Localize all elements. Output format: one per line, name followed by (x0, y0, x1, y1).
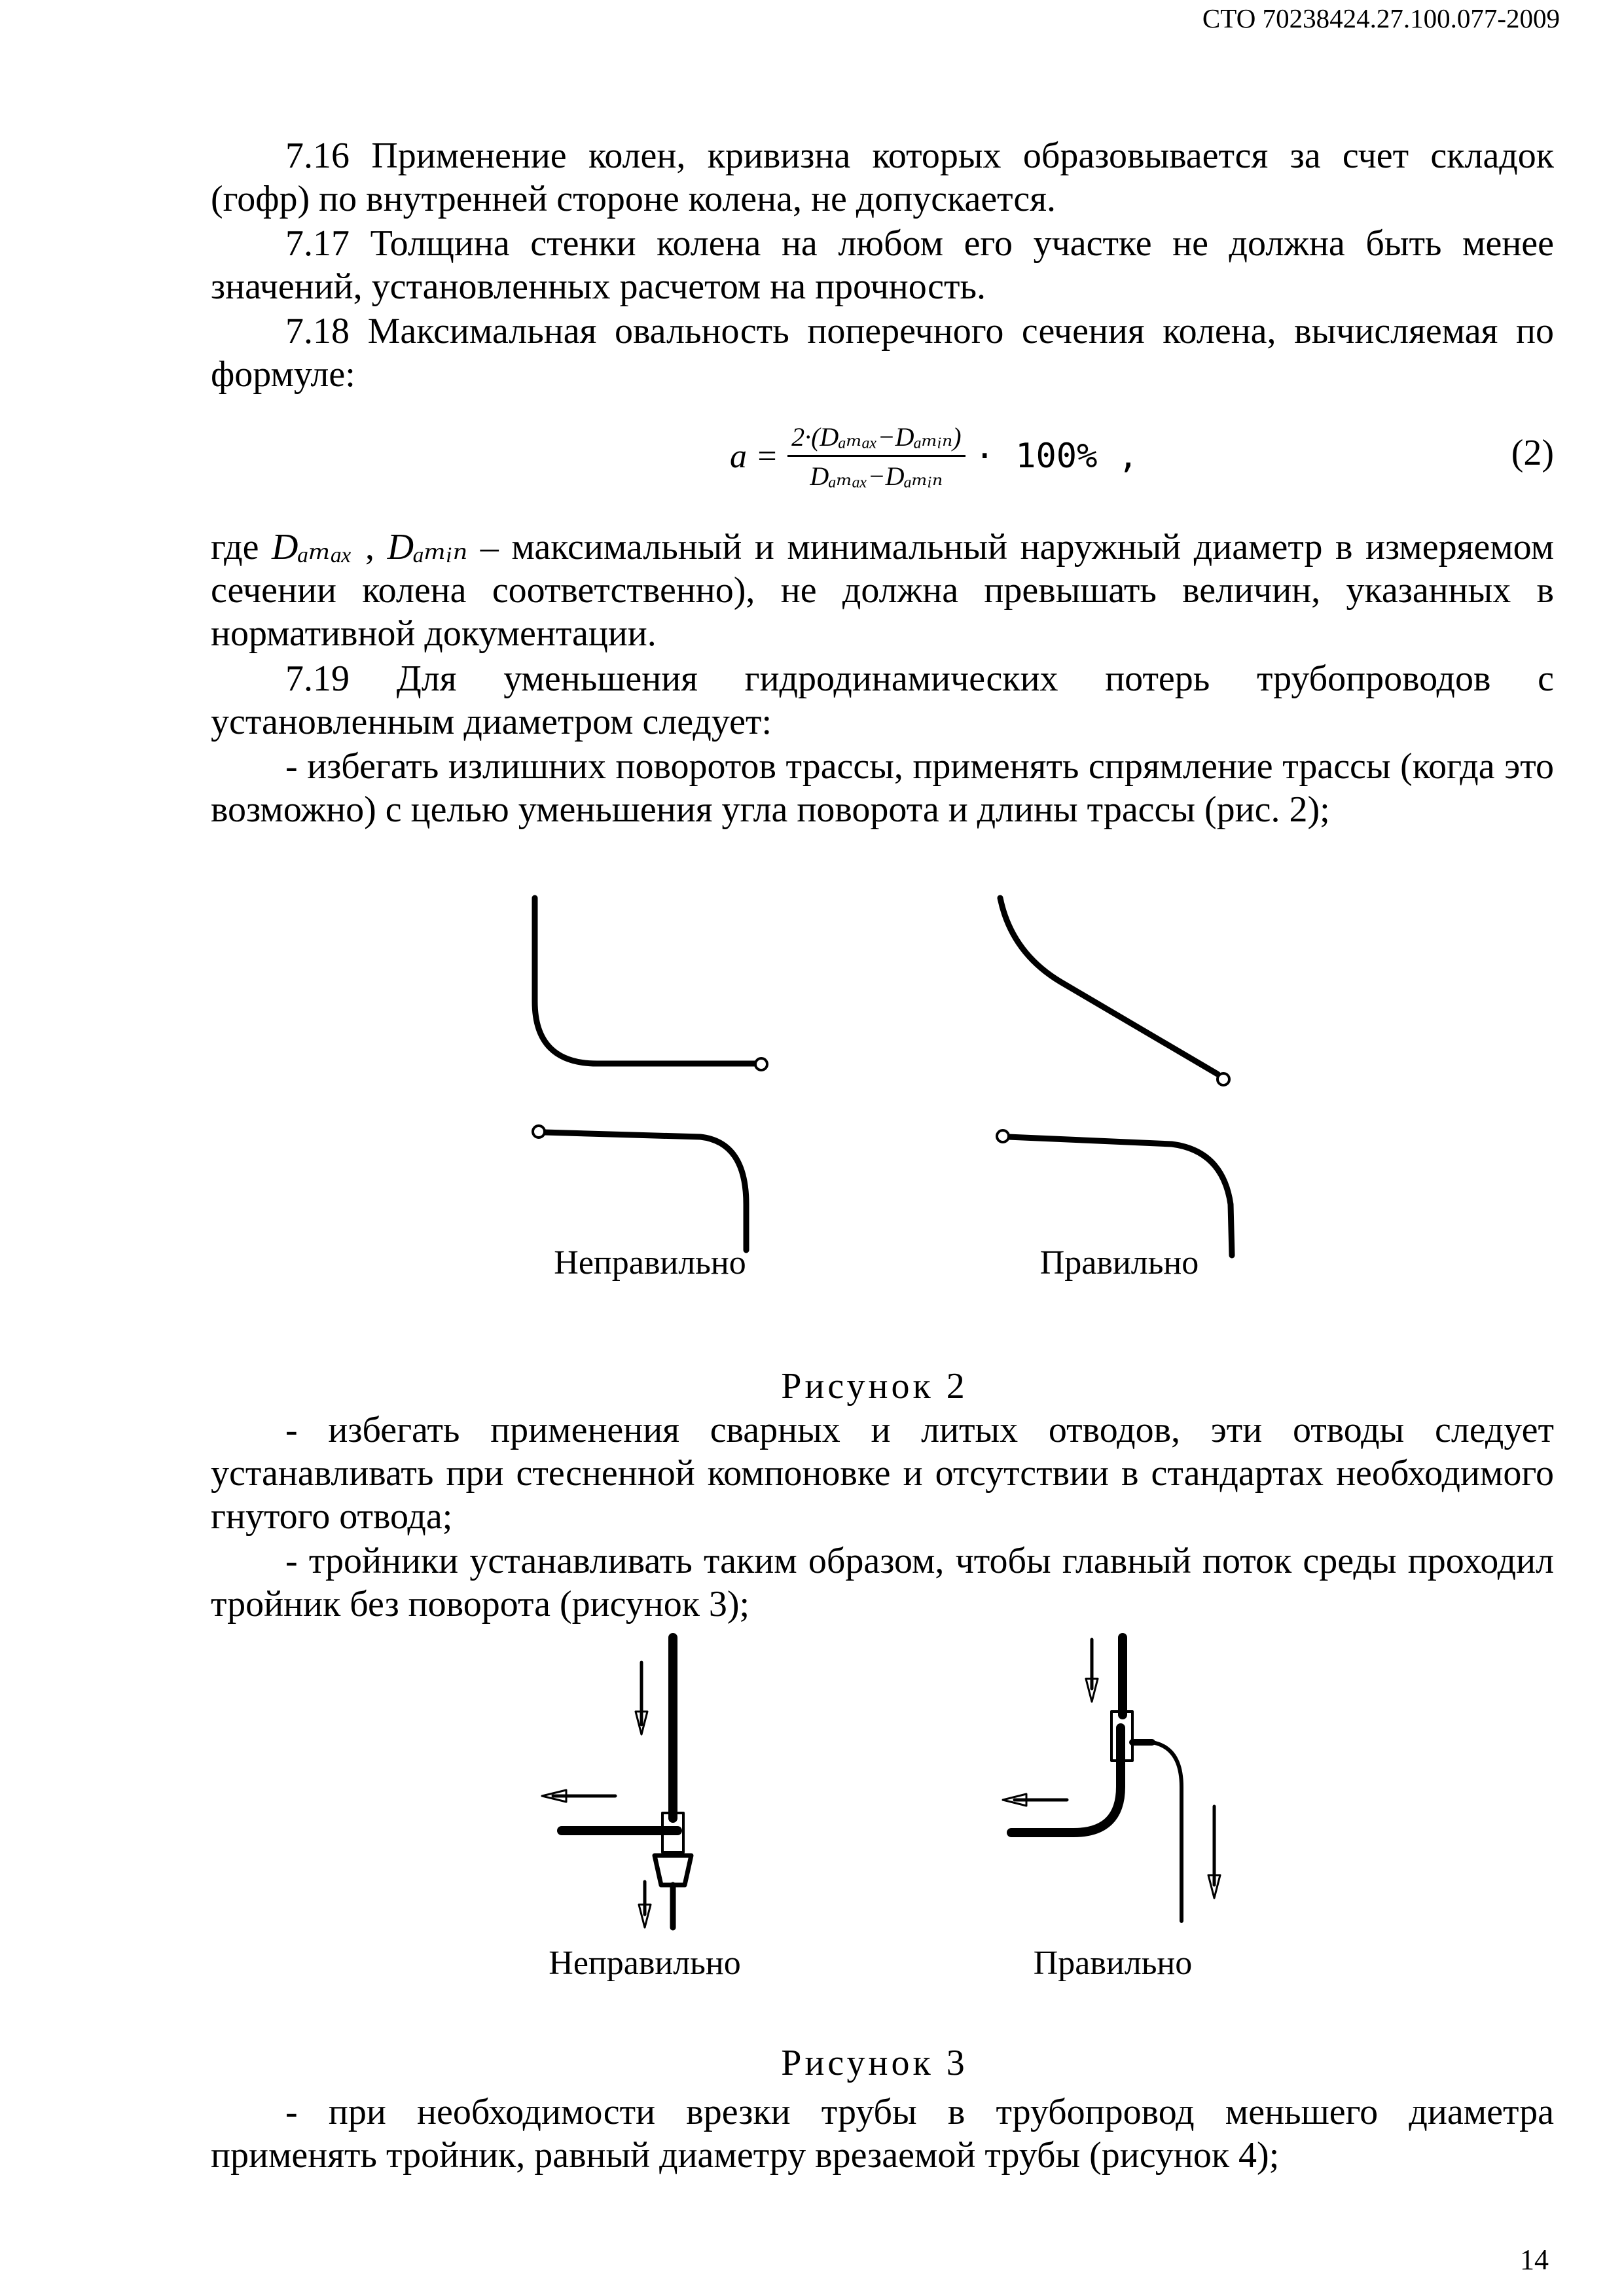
formula-fraction (787, 422, 965, 492)
fig2-right-upper-pipe (1000, 898, 1218, 1074)
paragraph-7-18: 7.18 Максимальная овальность поперечного сечения колена, вычисляемая по формуле: (211, 311, 1554, 395)
figure-2-label-wrong: Неправильно (554, 1244, 746, 1282)
bullet-tees: - тройники устанавливать таким образом, чтобы главный поток среды проходил тройник без поворота (рисунок 3); (211, 1541, 1554, 1624)
figure-3-drawing (0, 1623, 1624, 2003)
page-number: 14 (1520, 2244, 1549, 2276)
where-dmin: Dₐₘᵢₙ (387, 527, 468, 567)
fig2-wrong-lower-pipe (544, 1132, 746, 1250)
fig2-right-lower-end (997, 1130, 1009, 1142)
figure-2-drawing (0, 877, 1624, 1270)
fig3-wrong-cap (655, 1856, 691, 1885)
where-dmax: Dₐₘₐₓ (272, 527, 353, 567)
where-rest: – максимальный и минимальный наружный диаметр в измеряемом сечении колена соответственно), не должна превышать величин, указанных в нормативной документации. (211, 527, 1555, 654)
paragraph-7-19: 7.19 Для уменьшения гидродинамических потерь трубопроводов с установленным диаметром следует: (211, 658, 1554, 742)
bullet-avoid-turns: - избегать излишних поворотов трассы, применять спрямление трассы (когда это возможно) с целью уменьшения угла поворота и длины трассы (рис. 2); (211, 746, 1554, 830)
formula-rhs: · 100% , (974, 437, 1139, 476)
figure-2-label-right: Правильно (1039, 1244, 1199, 1282)
ovality-formula (730, 401, 1138, 512)
fig3-right-branch-pipe (1152, 1742, 1182, 1921)
paragraph-7-16: 7.16 Применение колен, кривизна которых образовывается за счет складок (гофр) по внутренней стороне колена, не допускается. (211, 135, 1554, 219)
formula-lhs: a = (730, 437, 779, 475)
fig2-right-upper-end (1218, 1073, 1229, 1085)
fig2-wrong-lower-end (533, 1126, 545, 1138)
fig2-right-lower-pipe (1008, 1137, 1232, 1255)
where-prefix: где (211, 527, 272, 567)
formula-denominator: Dₐₘₐₓ−Dₐₘᵢₙ (810, 461, 943, 491)
document-code: СТО 70238424.27.100.077-2009 (1202, 3, 1560, 33)
paragraph-7-17: 7.17 Толщина стенки колена на любом его участке не должна быть менее значений, установленных расчетом на прочность. (211, 223, 1554, 307)
figure-3-label-right: Правильно (1033, 1945, 1193, 1982)
figure-2-title: Рисунок 2 (781, 1366, 968, 1407)
bullet-avoid-welded: - избегать применения сварных и литых отводов, эти отводы следует устанавливать при стесненной компоновке и отсутствии в стандартах необходимого гнутого отвода; (211, 1410, 1554, 1537)
fig2-wrong-upper-end (755, 1058, 767, 1070)
fig3-right-elbow (1011, 1728, 1121, 1833)
formula-number: (2) (1511, 433, 1554, 473)
formula-numerator: 2·(Dₐₘₐₓ−Dₐₘᵢₙ) (787, 422, 965, 457)
paragraph-where (211, 526, 1554, 655)
bullet-insert-tee: - при необходимости врезки трубы в трубопровод меньшего диаметра применять тройник, равный диаметру врезаемой трубы (рисунок 4); (211, 2092, 1554, 2176)
fig2-wrong-upper-pipe (535, 898, 756, 1064)
where-sep: , (352, 527, 388, 567)
figure-3-label-wrong: Неправильно (549, 1945, 741, 1982)
figure-3-title: Рисунок 3 (781, 2043, 968, 2083)
